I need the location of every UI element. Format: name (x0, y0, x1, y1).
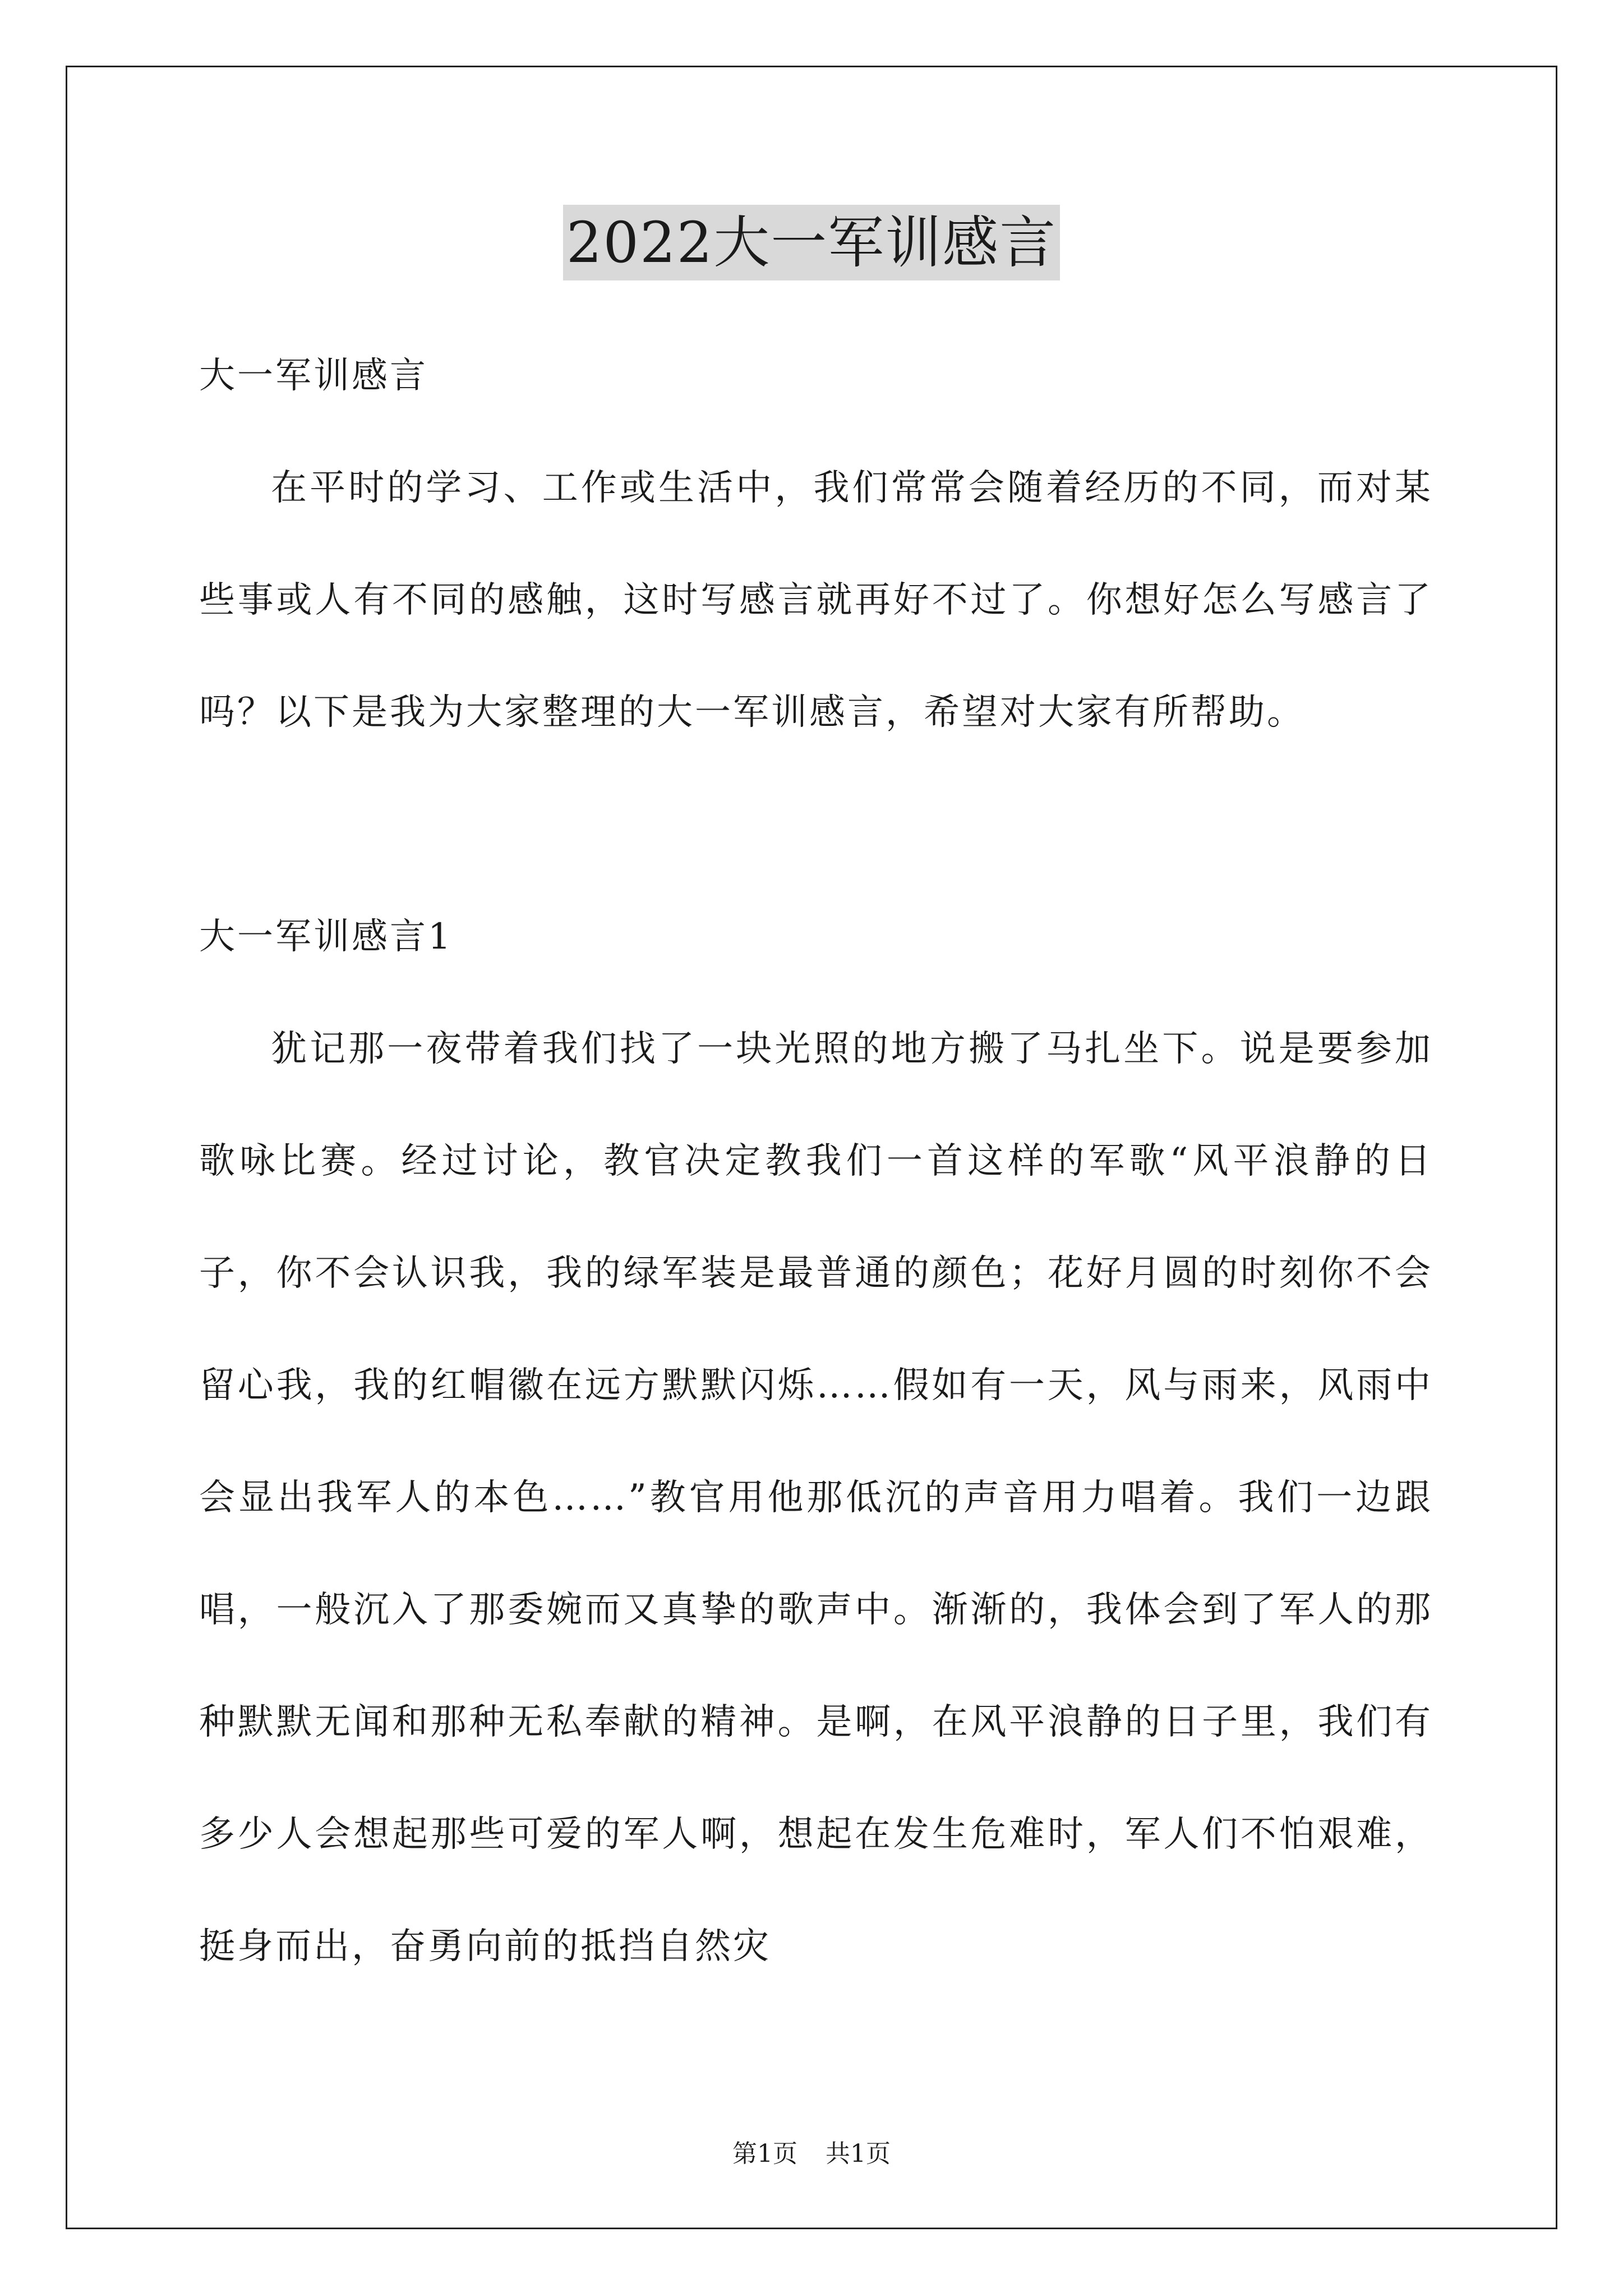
document-title: 2022大一军训感言 (563, 205, 1061, 280)
page-number-total: 共1页 (826, 2139, 891, 2168)
document-body (199, 320, 1433, 2003)
section-heading: 大一军训感言 (199, 355, 428, 397)
title-container (0, 205, 1623, 280)
page-number-current: 第1页 (732, 2139, 797, 2168)
paragraph-spacer (199, 769, 1433, 881)
item1-paragraph: 犹记那一夜带着我们找了一块光照的地方搬了马扎坐下。说是要参加歌咏比赛。经过讨论，教官决定教我们一首这样的军歌“风平浪静的日子，你不会认识我，我的绿军装是最普通的颜色；花好月圆的时刻你不会留心我，我的红帽徽在远方默默闪烁……假如有一天，风与雨来，风雨中会显出我军人的本色……”教官用他那低沉的声音用力唱着。我们一边跟唱，一般沉入了那委婉而又真挚的歌声中。渐渐的，我体会到了军人的那种默默无闻和那种无私奉献的精神。是啊，在风平浪静的日子里，我们有多少人会想起那些可爱的军人啊，想起在发生危难时，军人们不怕艰难，挺身而出，奋勇向前的抵挡自然灾 (199, 1028, 1433, 1967)
page-footer (0, 2137, 1623, 2171)
item1-heading: 大一军训感言1 (199, 916, 453, 958)
intro-paragraph: 在平时的学习、工作或生活中，我们常常会随着经历的不同，而对某些事或人有不同的感触，这时写感言就再好不过了。你想好怎么写感言了吗？以下是我为大家整理的大一军训感言，希望对大家有所帮助。 (199, 467, 1433, 733)
